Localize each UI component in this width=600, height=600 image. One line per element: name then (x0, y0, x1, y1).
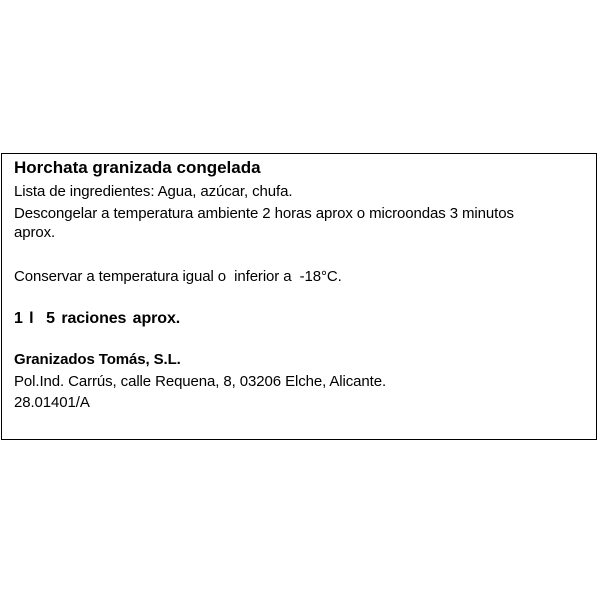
servings-text: 1 l 5 raciones aprox. (14, 310, 181, 327)
product-title: Horchata granizada congelada (14, 158, 261, 177)
storage-text: Conservar a temperatura igual o inferior a -18°C. (14, 268, 342, 285)
registry-number: 28.01401/A (14, 394, 90, 411)
product-label (1, 153, 597, 440)
instructions-text-line-1: Descongelar a temperatura ambiente 2 horas aprox o microondas 3 minutos (14, 205, 514, 222)
ingredients-text: Lista de ingredientes: Agua, azúcar, chufa. (14, 183, 293, 200)
instructions-text-line-2: aprox. (14, 224, 56, 241)
company-name: Granizados Tomás, S.L. (14, 351, 181, 368)
company-address: Pol.Ind. Carrús, calle Requena, 8, 03206 Elche, Alicante. (14, 373, 387, 390)
